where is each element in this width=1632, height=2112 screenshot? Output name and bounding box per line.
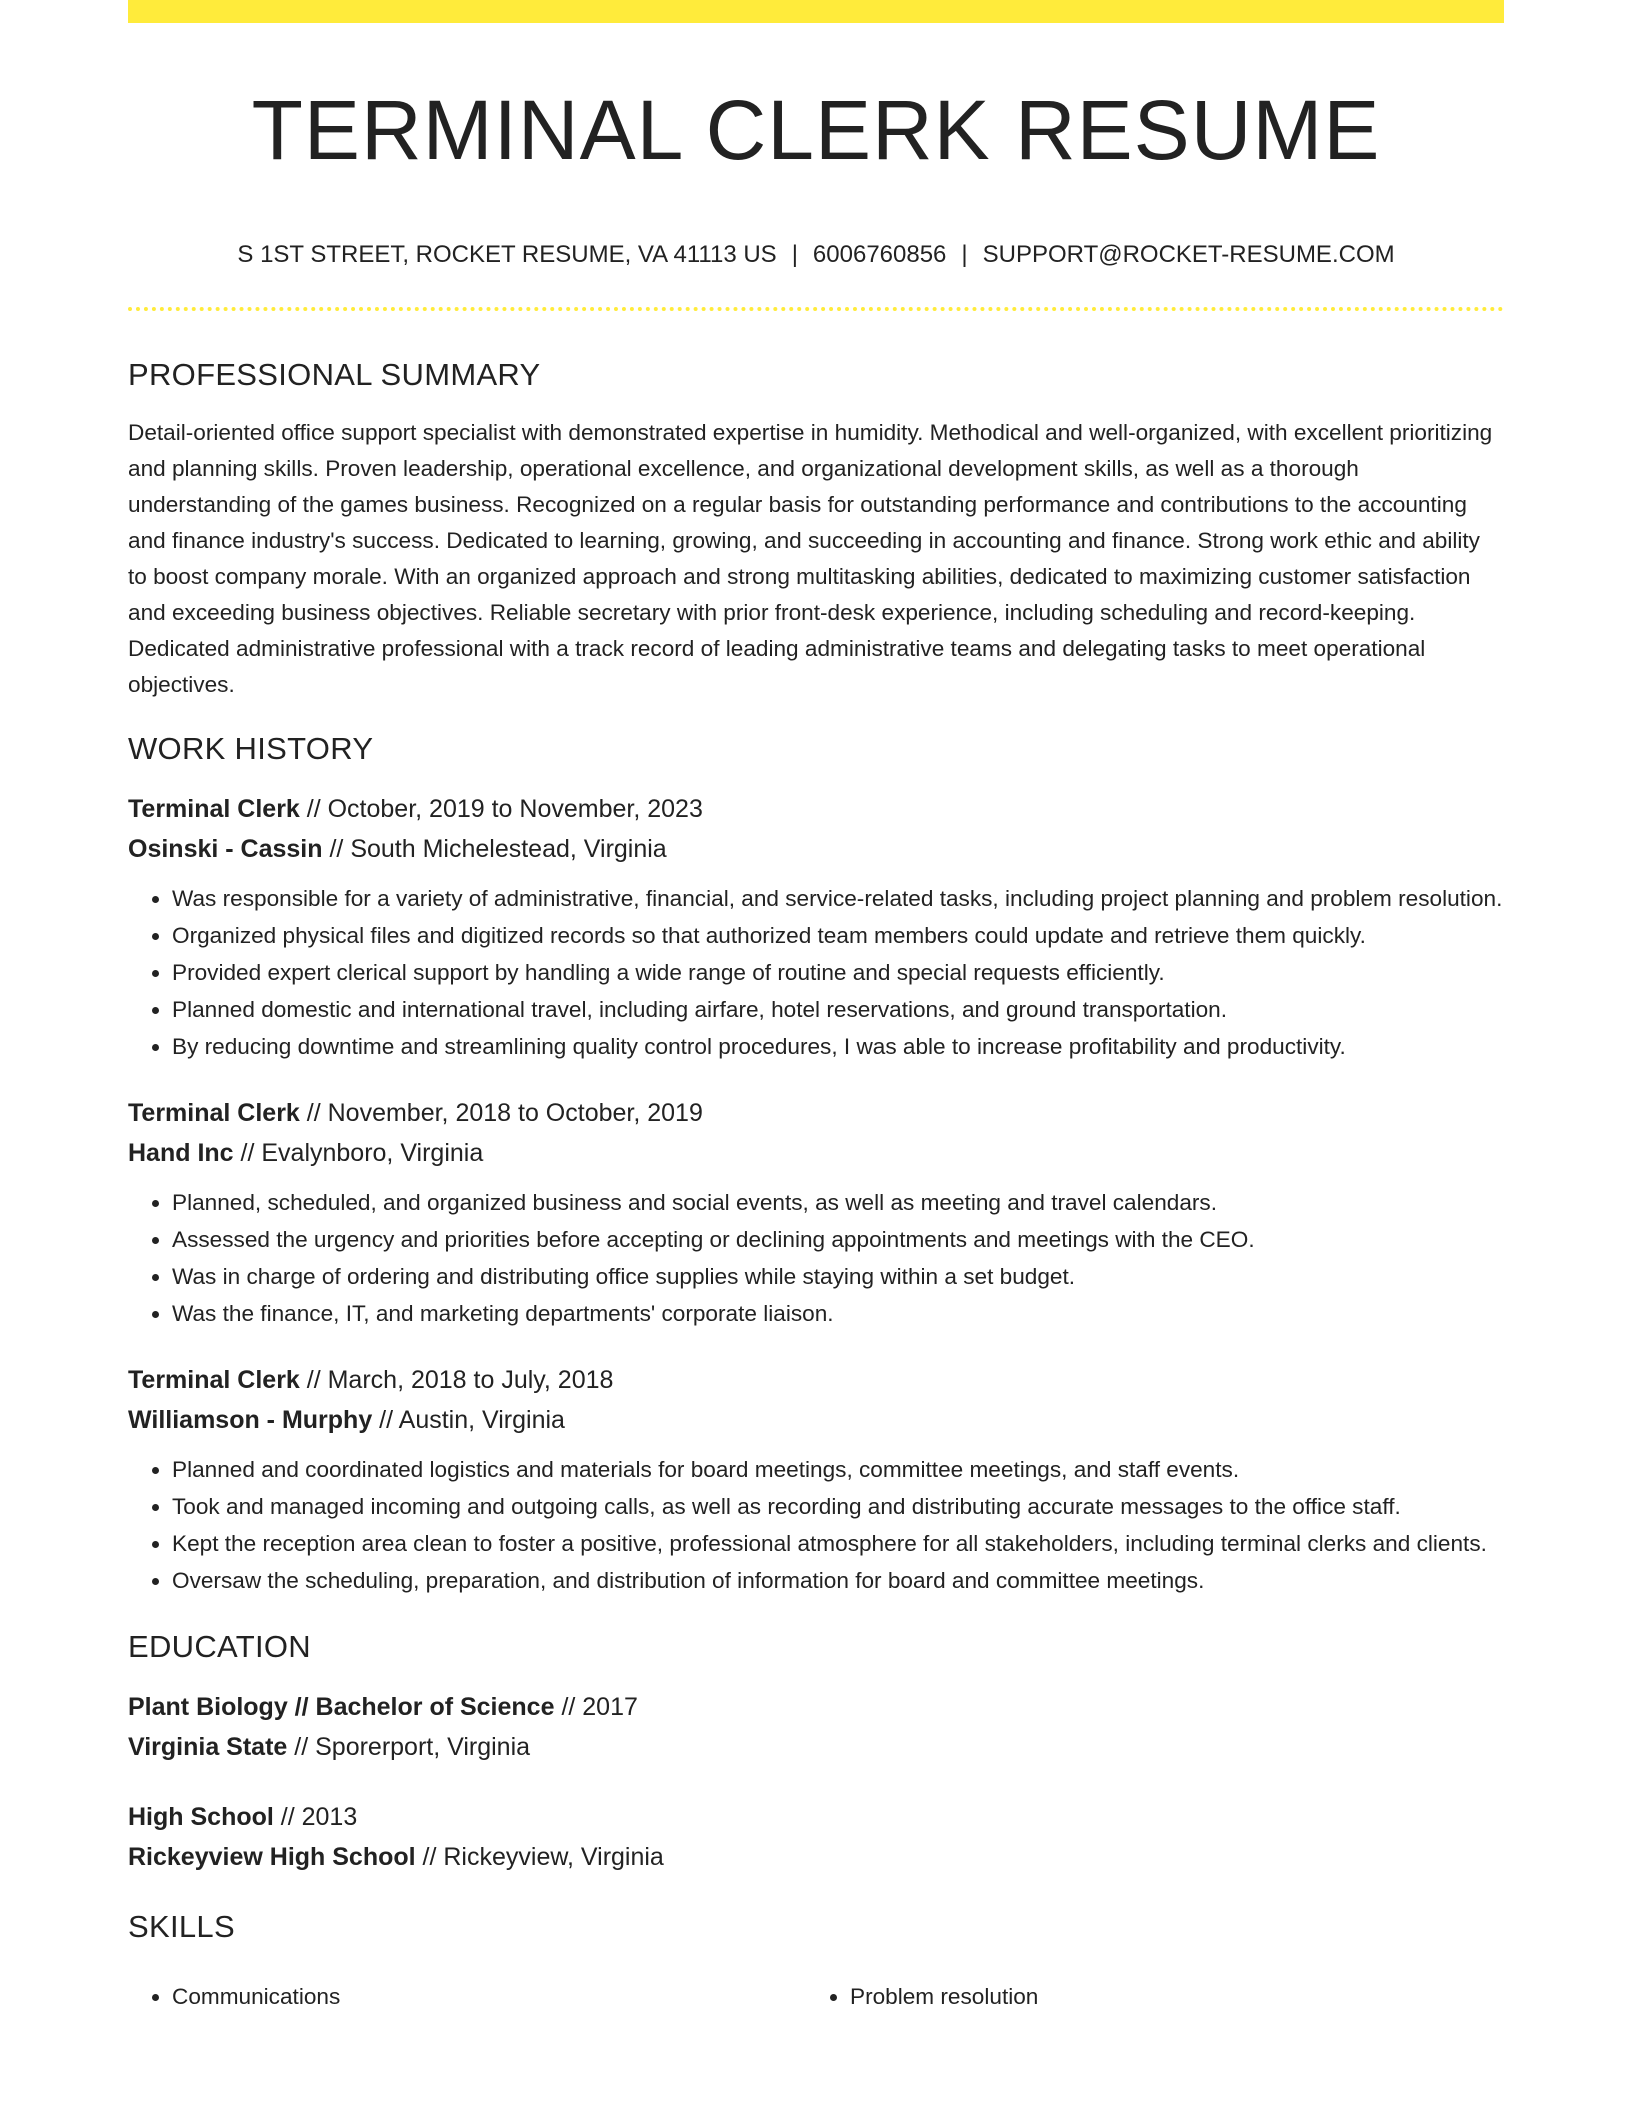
education-year: // 2013: [273, 1803, 358, 1831]
job-title-line: [128, 1360, 1504, 1400]
job-company: Osinski - Cassin: [128, 835, 323, 863]
contact-email: SUPPORT@ROCKET-RESUME.COM: [982, 241, 1395, 268]
job-company-line: [128, 1400, 1504, 1440]
resume-title: TERMINAL CLERK RESUME: [251, 83, 1381, 177]
education-location: // Sporerport, Virginia: [287, 1733, 531, 1761]
job-company-line: [128, 829, 1504, 869]
job-title: Terminal Clerk: [128, 1366, 300, 1394]
job-company: Williamson - Murphy: [128, 1406, 373, 1434]
job-entry: [128, 1093, 1504, 1332]
job-location: // Evalynboro, Virginia: [233, 1139, 484, 1167]
skills-list-right: [806, 1979, 1484, 2015]
summary-text: Detail-oriented office support specialist with demonstrated expertise in humidity. Methodical and well-organized, with excellent prioritizing and planning skills. Proven leadership, operational excellence, and organizational development skills, as well as a thorough understanding of the games business. Recognized on a regular basis for outstanding performance and contributions to the accounting and finance industry's success. Dedicated to learning, growing, and succeeding in accounting and finance. Strong work ethic and ability to boost company morale. With an organized approach and strong multitasking abilities, dedicated to maximizing customer satisfaction and exceeding business objectives. Reliable secretary with prior front-desk experience, including scheduling and record-keeping. Dedicated administrative professional with a track record of leading administrative teams and delegating tasks to meet operational objectives.: [128, 420, 1493, 697]
education-degree: High School: [128, 1803, 274, 1831]
job-bullet: • Planned and coordinated logistics and materials for board meetings, committee meetings, and staff events.: [172, 1452, 1504, 1488]
job-bullet: • Was the finance, IT, and marketing departments' corporate liaison.: [172, 1296, 1504, 1332]
skill-item: • Problem resolution: [850, 1979, 1484, 2015]
contact-address: S 1ST STREET, ROCKET RESUME, VA 41113 US: [237, 241, 777, 268]
job-bullet: • Provided expert clerical support by handling a wide range of routine and special requests efficiently.: [172, 955, 1504, 991]
job-entry: [128, 1360, 1504, 1599]
resume-content: [128, 355, 1504, 2015]
contact-separator: |: [791, 241, 798, 268]
job-title-line: [128, 789, 1504, 829]
job-location: // South Michelestead, Virginia: [322, 835, 667, 863]
job-bullet: • Oversaw the scheduling, preparation, and distribution of information for board and committee meetings.: [172, 1563, 1504, 1599]
education-school-line: [128, 1727, 1504, 1767]
job-bullet: • Planned domestic and international travel, including airfare, hotel reservations, and ground transportation.: [172, 992, 1504, 1028]
education-school-line: [128, 1837, 1504, 1877]
contact-phone: 6006760856: [812, 241, 947, 268]
job-dates: // November, 2018 to October, 2019: [299, 1099, 703, 1127]
job-company: Hand Inc: [128, 1139, 234, 1167]
job-location: // Austin, Virginia: [372, 1406, 565, 1434]
job-bullet: • Kept the reception area clean to foster a positive, professional atmosphere for all stakeholders, including terminal clerks and clients.: [172, 1526, 1504, 1562]
skill-item: • Communications: [172, 1979, 806, 2015]
skills-heading: SKILLS: [128, 1909, 235, 1944]
job-title-line: [128, 1093, 1504, 1133]
job-company-line: [128, 1133, 1504, 1173]
contact-line: [128, 238, 1504, 272]
education-school: Virginia State: [128, 1733, 288, 1761]
job-entry: [128, 789, 1504, 1065]
job-bullet: • Organized physical files and digitized records so that authorized team members could update and retrieve them quickly.: [172, 918, 1504, 954]
education-school: Rickeyview High School: [128, 1843, 416, 1871]
accent-top-bar: [128, 0, 1504, 23]
work-history-heading: WORK HISTORY: [128, 731, 374, 766]
contact-separator: |: [961, 241, 968, 268]
job-bullet: • Assessed the urgency and priorities before accepting or declining appointments and meetings with the CEO.: [172, 1222, 1504, 1258]
job-bullet: • Was responsible for a variety of administrative, financial, and service-related tasks, including project planning and problem resolution.: [172, 881, 1504, 917]
education-entry: [128, 1797, 1504, 1877]
education-degree-line: [128, 1797, 1504, 1837]
dotted-divider: [128, 307, 1504, 311]
education-year: // 2017: [554, 1693, 638, 1721]
job-title: Terminal Clerk: [128, 1099, 300, 1127]
education-degree-line: [128, 1687, 1504, 1727]
job-bullet: • By reducing downtime and streamlining quality control procedures, I was able to increase profitability and productivity.: [172, 1029, 1504, 1065]
education-degree: Plant Biology // Bachelor of Science: [128, 1693, 555, 1721]
education-location: // Rickeyview, Virginia: [415, 1843, 664, 1871]
job-bullets: [128, 881, 1504, 1065]
job-dates: // October, 2019 to November, 2023: [299, 795, 703, 823]
job-bullets: [128, 1185, 1504, 1332]
job-bullet: • Planned, scheduled, and organized business and social events, as well as meeting and travel calendars.: [172, 1185, 1504, 1221]
education-heading: EDUCATION: [128, 1629, 311, 1664]
job-bullet: • Was in charge of ordering and distributing office supplies while staying within a set budget.: [172, 1259, 1504, 1295]
skills-list-left: [128, 1979, 806, 2015]
job-bullet: • Took and managed incoming and outgoing calls, as well as recording and distributing accurate messages to the office staff.: [172, 1489, 1504, 1525]
job-dates: // March, 2018 to July, 2018: [299, 1366, 614, 1394]
summary-heading: PROFESSIONAL SUMMARY: [128, 357, 541, 392]
job-title: Terminal Clerk: [128, 795, 300, 823]
job-bullets: [128, 1452, 1504, 1599]
skills-columns: [128, 1967, 1504, 2015]
education-entry: [128, 1687, 1504, 1767]
